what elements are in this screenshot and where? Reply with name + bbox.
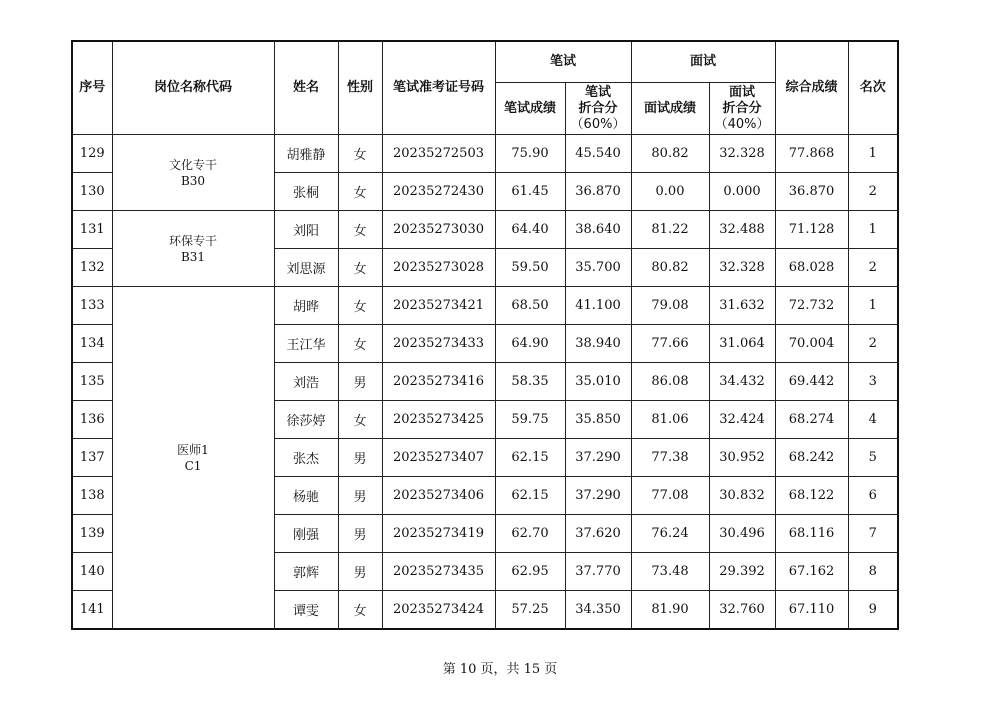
cell-total: 68.122 [775,477,848,515]
cell-total: 67.110 [775,591,848,630]
cell-written-score: 62.95 [495,553,565,591]
header-rank: 名次 [848,41,898,135]
cell-written-weighted: 38.640 [565,211,631,249]
header-row-1 [72,41,898,83]
cell-interview-weighted: 31.632 [709,287,775,325]
header-written-score: 笔试成绩 [495,83,565,135]
cell-post [112,135,274,211]
cell-exam-no: 20235273406 [382,477,495,515]
cell-total: 68.116 [775,515,848,553]
header-written-weighted-line2: 折合分 [578,100,618,116]
cell-interview-weighted: 30.832 [709,477,775,515]
cell-gender: 女 [338,173,382,211]
post-name: 文化专干 [168,157,217,172]
cell-interview-score: 77.08 [631,477,709,515]
cell-exam-no: 20235273028 [382,249,495,287]
cell-interview-score: 80.82 [631,135,709,173]
cell-name: 张桐 [274,173,338,211]
cell-interview-score: 80.82 [631,249,709,287]
cell-post [112,211,274,287]
cell-interview-weighted: 32.328 [709,135,775,173]
cell-interview-weighted: 32.328 [709,249,775,287]
cell-interview-score: 86.08 [631,363,709,401]
cell-rank: 1 [848,135,898,173]
cell-written-weighted: 37.770 [565,553,631,591]
cell-gender: 男 [338,515,382,553]
cell-written-score: 68.50 [495,287,565,325]
cell-seq: 136 [72,401,112,439]
header-interview-weighted-line2: 折合分 [722,100,762,116]
cell-total: 68.028 [775,249,848,287]
cell-seq: 130 [72,173,112,211]
cell-written-score: 64.40 [495,211,565,249]
cell-written-weighted: 35.700 [565,249,631,287]
cell-written-score: 57.25 [495,591,565,630]
cell-interview-weighted: 29.392 [709,553,775,591]
cell-seq: 129 [72,135,112,173]
cell-rank: 3 [848,363,898,401]
cell-interview-weighted: 32.424 [709,401,775,439]
cell-seq: 137 [72,439,112,477]
post-code: B30 [180,173,206,188]
page-footer: 第 10 页，共 15 页 [442,662,558,677]
cell-rank: 4 [848,401,898,439]
table-row [72,135,898,173]
cell-gender: 女 [338,249,382,287]
table-row [72,211,898,249]
cell-exam-no: 20235273030 [382,211,495,249]
cell-total: 68.274 [775,401,848,439]
header-written-weighted [565,83,631,135]
cell-gender: 男 [338,477,382,515]
cell-seq: 132 [72,249,112,287]
cell-total: 68.242 [775,439,848,477]
cell-seq: 141 [72,591,112,630]
cell-gender: 女 [338,287,382,325]
cell-rank: 9 [848,591,898,630]
cell-seq: 139 [72,515,112,553]
cell-name: 刘思源 [274,249,338,287]
cell-interview-weighted: 30.496 [709,515,775,553]
table-row [72,287,898,325]
cell-name: 郭辉 [274,553,338,591]
header-interview-weighted-line1: 面试 [729,84,756,100]
cell-rank: 2 [848,325,898,363]
cell-written-weighted: 36.870 [565,173,631,211]
cell-written-score: 59.50 [495,249,565,287]
post-name: 医师1 [177,442,209,457]
cell-interview-score: 81.06 [631,401,709,439]
cell-gender: 女 [338,211,382,249]
score-table [71,40,899,630]
cell-interview-score: 77.66 [631,325,709,363]
cell-written-score: 64.90 [495,325,565,363]
cell-rank: 8 [848,553,898,591]
cell-total: 36.870 [775,173,848,211]
post-code: B31 [180,249,206,264]
header-seq: 序号 [72,41,112,135]
cell-rank: 2 [848,249,898,287]
cell-total: 67.162 [775,553,848,591]
cell-exam-no: 20235273421 [382,287,495,325]
cell-name: 谭雯 [274,591,338,630]
header-interview-score: 面试成绩 [631,83,709,135]
cell-gender: 女 [338,135,382,173]
cell-total: 70.004 [775,325,848,363]
cell-name: 刚强 [274,515,338,553]
cell-rank: 1 [848,287,898,325]
cell-gender: 男 [338,439,382,477]
cell-gender: 男 [338,363,382,401]
cell-seq: 134 [72,325,112,363]
cell-exam-no: 20235273407 [382,439,495,477]
cell-rank: 7 [848,515,898,553]
cell-seq: 131 [72,211,112,249]
header-post: 岗位名称代码 [112,41,274,135]
cell-interview-score: 76.24 [631,515,709,553]
cell-exam-no: 20235272430 [382,173,495,211]
cell-interview-score: 81.90 [631,591,709,630]
cell-gender: 女 [338,401,382,439]
cell-name: 王江华 [274,325,338,363]
cell-name: 胡晔 [274,287,338,325]
cell-written-weighted: 37.290 [565,439,631,477]
cell-interview-weighted: 34.432 [709,363,775,401]
cell-interview-score: 79.08 [631,287,709,325]
cell-rank: 1 [848,211,898,249]
cell-name: 刘阳 [274,211,338,249]
cell-interview-score: 77.38 [631,439,709,477]
post-name: 环保专干 [168,233,217,248]
cell-interview-weighted: 30.952 [709,439,775,477]
cell-name: 徐莎婷 [274,401,338,439]
cell-gender: 女 [338,325,382,363]
header-interview-weighted [709,83,775,135]
cell-exam-no: 20235273433 [382,325,495,363]
cell-post [112,287,274,630]
cell-seq: 133 [72,287,112,325]
cell-written-weighted: 34.350 [565,591,631,630]
cell-total: 69.442 [775,363,848,401]
header-total: 综合成绩 [775,41,848,135]
cell-interview-score: 81.22 [631,211,709,249]
cell-written-score: 62.15 [495,477,565,515]
cell-gender: 女 [338,591,382,630]
cell-total: 72.732 [775,287,848,325]
header-written-weighted-pct: （60%） [570,116,626,132]
cell-written-weighted: 38.940 [565,325,631,363]
cell-total: 71.128 [775,211,848,249]
cell-exam-no: 20235272503 [382,135,495,173]
table-body [72,135,898,630]
header-interview: 面试 [631,41,775,83]
cell-seq: 138 [72,477,112,515]
cell-name: 胡雅静 [274,135,338,173]
header-exam-no: 笔试准考证号码 [382,41,495,135]
cell-written-score: 58.35 [495,363,565,401]
cell-written-weighted: 37.620 [565,515,631,553]
cell-seq: 135 [72,363,112,401]
cell-written-weighted: 35.850 [565,401,631,439]
cell-written-score: 62.15 [495,439,565,477]
cell-written-weighted: 37.290 [565,477,631,515]
header-gender: 性别 [338,41,382,135]
cell-total: 77.868 [775,135,848,173]
cell-interview-weighted: 32.760 [709,591,775,630]
cell-exam-no: 20235273425 [382,401,495,439]
cell-exam-no: 20235273419 [382,515,495,553]
cell-written-score: 62.70 [495,515,565,553]
cell-interview-score: 0.00 [631,173,709,211]
cell-exam-no: 20235273435 [382,553,495,591]
cell-exam-no: 20235273416 [382,363,495,401]
cell-written-score: 59.75 [495,401,565,439]
cell-interview-weighted: 32.488 [709,211,775,249]
cell-interview-weighted: 31.064 [709,325,775,363]
post-code: C1 [184,458,202,473]
header-interview-weighted-pct: （40%） [714,116,770,132]
cell-rank: 6 [848,477,898,515]
header-written-weighted-line1: 笔试 [585,84,612,100]
cell-written-score: 61.45 [495,173,565,211]
cell-name: 杨驰 [274,477,338,515]
cell-written-weighted: 35.010 [565,363,631,401]
cell-seq: 140 [72,553,112,591]
header-written: 笔试 [495,41,631,83]
cell-written-score: 75.90 [495,135,565,173]
cell-gender: 男 [338,553,382,591]
cell-interview-score: 73.48 [631,553,709,591]
header-name: 姓名 [274,41,338,135]
cell-written-weighted: 45.540 [565,135,631,173]
cell-interview-weighted: 0.000 [709,173,775,211]
cell-exam-no: 20235273424 [382,591,495,630]
cell-name: 张杰 [274,439,338,477]
cell-name: 刘浩 [274,363,338,401]
cell-rank: 2 [848,173,898,211]
cell-rank: 5 [848,439,898,477]
cell-written-weighted: 41.100 [565,287,631,325]
